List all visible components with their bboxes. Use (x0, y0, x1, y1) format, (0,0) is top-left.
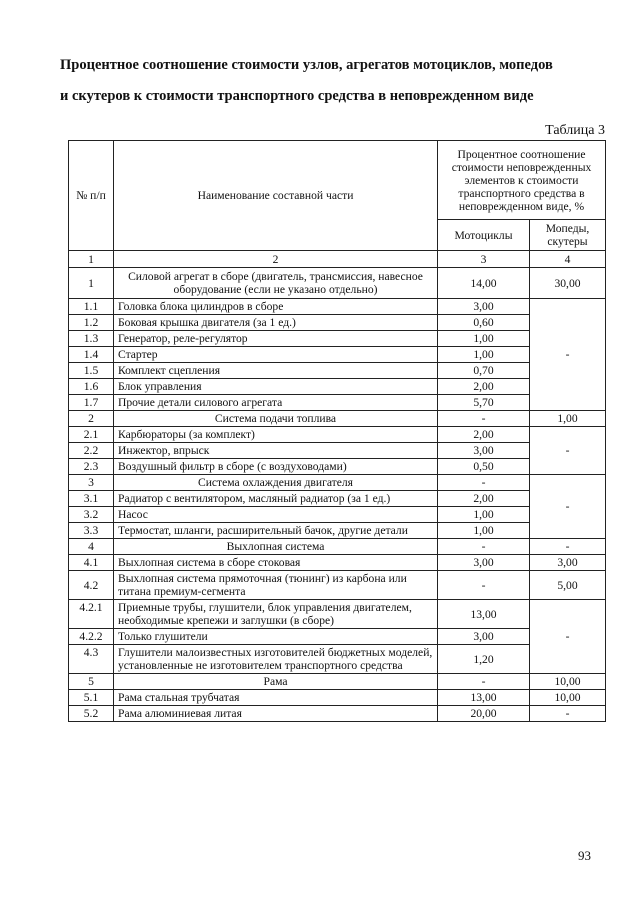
row-moto-value: 20,00 (438, 706, 530, 722)
row-num: 1.4 (69, 347, 114, 363)
table-row (69, 491, 606, 507)
title-line-2: и скутеров к стоимости транспортного средства в неповрежденном виде (60, 88, 534, 104)
row-num: 5.1 (69, 690, 114, 706)
table-row (69, 629, 606, 645)
row-moto-value: - (438, 674, 530, 690)
table-row (69, 674, 606, 690)
row-moped-value: 5,00 (530, 571, 606, 600)
row-name: Радиатор с вентилятором, масляный радиатор (за 1 ед.) (114, 491, 438, 507)
row-moto-value: 3,00 (438, 629, 530, 645)
cost-percentage-table (68, 140, 606, 722)
row-num: 5 (69, 674, 114, 690)
row-name: Боковая крышка двигателя (за 1 ед.) (114, 315, 438, 331)
title-line-1: Процентное соотношение стоимости узлов, агрегатов мотоциклов, мопедов (60, 57, 553, 73)
row-num: 1.6 (69, 379, 114, 395)
row-num: 1.2 (69, 315, 114, 331)
row-moto-value: 2,00 (438, 379, 530, 395)
row-name: Блок управления (114, 379, 438, 395)
row-num: 3 (69, 475, 114, 491)
header-moto: Мотоциклы (438, 220, 530, 251)
table-row (69, 443, 606, 459)
row-name: Комплект сцепления (114, 363, 438, 379)
table-row (69, 475, 606, 491)
row-moto-value: 5,70 (438, 395, 530, 411)
col-number-4: 4 (530, 251, 606, 268)
column-number-row (69, 251, 606, 268)
row-name: Прочие детали силового агрегата (114, 395, 438, 411)
row-name: Система подачи топлива (114, 411, 438, 427)
row-name: Рама (114, 674, 438, 690)
row-num: 3.2 (69, 507, 114, 523)
row-moto-value: - (438, 475, 530, 491)
row-num: 4.2 (69, 571, 114, 600)
row-moped-value: - (530, 706, 606, 722)
table-row (69, 347, 606, 363)
row-moped-merged-value: - (530, 600, 606, 674)
row-name: Головка блока цилиндров в сборе (114, 299, 438, 315)
table-row (69, 363, 606, 379)
table-row (69, 706, 606, 722)
row-num: 2.2 (69, 443, 114, 459)
table-row (69, 600, 606, 629)
row-moto-value: 1,20 (438, 645, 530, 674)
row-moto-value: - (438, 411, 530, 427)
row-name: Рама стальная трубчатая (114, 690, 438, 706)
row-num: 4.2.1 (69, 600, 114, 629)
row-num: 2.3 (69, 459, 114, 475)
table-row (69, 507, 606, 523)
row-num: 3.3 (69, 523, 114, 539)
table-row (69, 395, 606, 411)
row-name: Термостат, шланги, расширительный бачок, другие детали (114, 523, 438, 539)
table-row (69, 539, 606, 555)
table-caption: Таблица 3 (545, 123, 605, 138)
table-row (69, 555, 606, 571)
table-row (69, 459, 606, 475)
row-num: 3.1 (69, 491, 114, 507)
row-moto-value: 13,00 (438, 690, 530, 706)
table-row (69, 645, 606, 674)
row-num: 2.1 (69, 427, 114, 443)
row-name: Силовой агрегат в сборе (двигатель, трансмиссия, навесное оборудование (если не указано отдельно) (114, 268, 438, 299)
header-num: № п/п (69, 141, 114, 251)
col-number-2: 2 (114, 251, 438, 268)
row-moped-value: 1,00 (530, 411, 606, 427)
row-moped-value: 3,00 (530, 555, 606, 571)
row-name: Генератор, реле-регулятор (114, 331, 438, 347)
row-moto-value: 1,00 (438, 507, 530, 523)
row-moped-value: 10,00 (530, 674, 606, 690)
row-name: Выхлопная система в сборе стоковая (114, 555, 438, 571)
row-moped-merged-value: - (530, 427, 606, 475)
col-number-1: 1 (69, 251, 114, 268)
row-num: 4 (69, 539, 114, 555)
row-moped-value: - (530, 539, 606, 555)
row-num: 1.5 (69, 363, 114, 379)
row-moto-value: 2,00 (438, 491, 530, 507)
table-row (69, 268, 606, 299)
table-row (69, 411, 606, 427)
table-row (69, 523, 606, 539)
header-row (69, 141, 606, 220)
table-row (69, 690, 606, 706)
row-name: Карбюраторы (за комплект) (114, 427, 438, 443)
document-title (60, 50, 600, 112)
row-num: 1.7 (69, 395, 114, 411)
row-num: 1.3 (69, 331, 114, 347)
row-moto-value: 0,50 (438, 459, 530, 475)
row-num: 1.1 (69, 299, 114, 315)
row-name: Инжектор, впрыск (114, 443, 438, 459)
col-number-3: 3 (438, 251, 530, 268)
table-row (69, 379, 606, 395)
row-moto-value: 2,00 (438, 427, 530, 443)
table-row (69, 331, 606, 347)
page-number: 93 (578, 848, 591, 863)
row-moto-value: 14,00 (438, 268, 530, 299)
row-moto-value: 0,70 (438, 363, 530, 379)
row-moto-value: 3,00 (438, 299, 530, 315)
table-row (69, 299, 606, 315)
header-moped: Мопеды, скутеры (530, 220, 606, 251)
row-num: 4.3 (69, 645, 114, 674)
table-row (69, 427, 606, 443)
row-num: 1 (69, 268, 114, 299)
row-moto-value: 3,00 (438, 555, 530, 571)
row-moped-value: 30,00 (530, 268, 606, 299)
row-moto-value: 0,60 (438, 315, 530, 331)
table-row (69, 571, 606, 600)
row-moto-value: 1,00 (438, 523, 530, 539)
row-name: Глушители малоизвестных изготовителей бюджетных моделей, установленные не изготовителем транспортного средства (114, 645, 438, 674)
row-moto-value: 13,00 (438, 600, 530, 629)
row-name: Воздушный фильтр в сборе (с воздуховодами) (114, 459, 438, 475)
row-moto-value: 1,00 (438, 347, 530, 363)
row-name: Рама алюминиевая литая (114, 706, 438, 722)
row-moto-value: - (438, 539, 530, 555)
row-name: Приемные трубы, глушители, блок управления двигателем, необходимые крепежи и заглушки (в сборе) (114, 600, 438, 629)
row-moto-value: 3,00 (438, 443, 530, 459)
table-row (69, 315, 606, 331)
row-name: Стартер (114, 347, 438, 363)
header-name: Наименование составной части (114, 141, 438, 251)
row-moped-value: 10,00 (530, 690, 606, 706)
row-num: 2 (69, 411, 114, 427)
header-percent-group: Процентное соотношение стоимости неповрежденных элементов к стоимости транспортного средства в неповрежденном виде, % (438, 141, 606, 220)
row-name: Только глушители (114, 629, 438, 645)
row-moto-value: - (438, 571, 530, 600)
row-name: Система охлаждения двигателя (114, 475, 438, 491)
row-num: 5.2 (69, 706, 114, 722)
row-name: Насос (114, 507, 438, 523)
row-num: 4.2.2 (69, 629, 114, 645)
row-name: Выхлопная система прямоточная (тюнинг) из карбона или титана премиум-сегмента (114, 571, 438, 600)
row-num: 4.1 (69, 555, 114, 571)
row-moped-merged-value: - (530, 299, 606, 411)
row-name: Выхлопная система (114, 539, 438, 555)
row-moto-value: 1,00 (438, 331, 530, 347)
row-moped-merged-value: - (530, 475, 606, 539)
